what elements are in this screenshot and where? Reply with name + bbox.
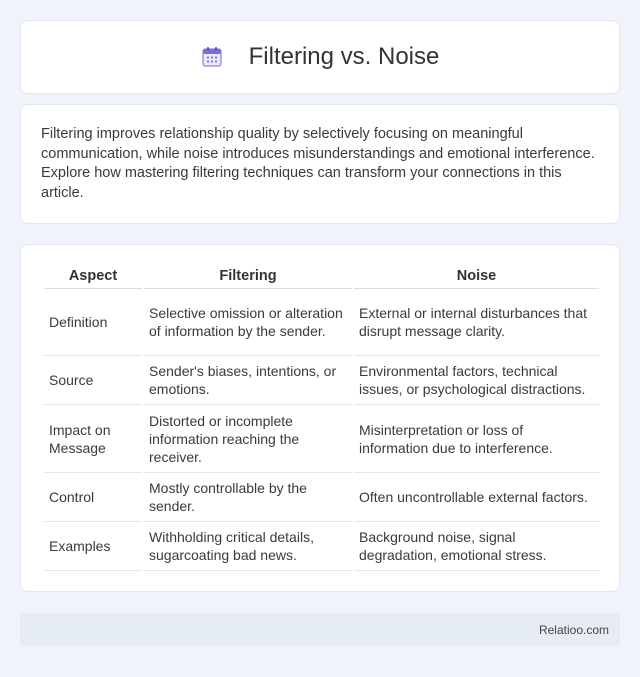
aspect-cell: Source bbox=[44, 356, 142, 405]
filtering-cell: Sender's biases, intentions, or emotions. bbox=[144, 356, 352, 405]
calendar-icon bbox=[201, 46, 223, 68]
footer-brand[interactable]: Relatioo.com bbox=[538, 622, 609, 637]
footer bbox=[20, 613, 620, 646]
filtering-cell: Selective omission or alteration of information by the sender. bbox=[144, 289, 352, 356]
aspect-cell: Control bbox=[44, 473, 142, 522]
table-row bbox=[44, 405, 599, 473]
intro-text: Filtering improves relationship quality by selectively focusing on meaningful communication, while noise introduces misunderstandings and emotional interference. Explore how mastering filtering techniques can transform your connections in this article. bbox=[41, 126, 595, 201]
table-row bbox=[44, 473, 599, 522]
intro-card bbox=[20, 104, 620, 224]
noise-cell: Background noise, signal degradation, emotional stress. bbox=[354, 522, 599, 571]
page-title: Filtering vs. Noise bbox=[248, 43, 440, 70]
aspect-cell: Impact on Message bbox=[44, 405, 142, 473]
noise-cell: Often uncontrollable external factors. bbox=[354, 473, 599, 522]
filtering-cell: Distorted or incomplete information reaching the receiver. bbox=[144, 405, 352, 473]
noise-cell: Environmental factors, technical issues, or psychological distractions. bbox=[354, 356, 599, 405]
aspect-cell: Examples bbox=[44, 522, 142, 571]
aspect-cell: Definition bbox=[44, 289, 142, 356]
noise-cell: External or internal disturbances that disrupt message clarity. bbox=[354, 289, 599, 356]
column-header-noise: Noise bbox=[354, 263, 599, 289]
comparison-card bbox=[20, 244, 620, 592]
table-row bbox=[44, 522, 599, 571]
table-header-row bbox=[44, 263, 599, 289]
filtering-cell: Mostly controllable by the sender. bbox=[144, 473, 352, 522]
table-row bbox=[44, 356, 599, 405]
title-wrap bbox=[201, 43, 440, 71]
column-header-aspect: Aspect bbox=[44, 263, 142, 289]
column-header-filtering: Filtering bbox=[144, 263, 352, 289]
filtering-cell: Withholding critical details, sugarcoating bad news. bbox=[144, 522, 352, 571]
title-card bbox=[20, 20, 620, 94]
table-row bbox=[44, 289, 599, 356]
comparison-table bbox=[42, 263, 601, 571]
noise-cell: Misinterpretation or loss of information due to interference. bbox=[354, 405, 599, 473]
